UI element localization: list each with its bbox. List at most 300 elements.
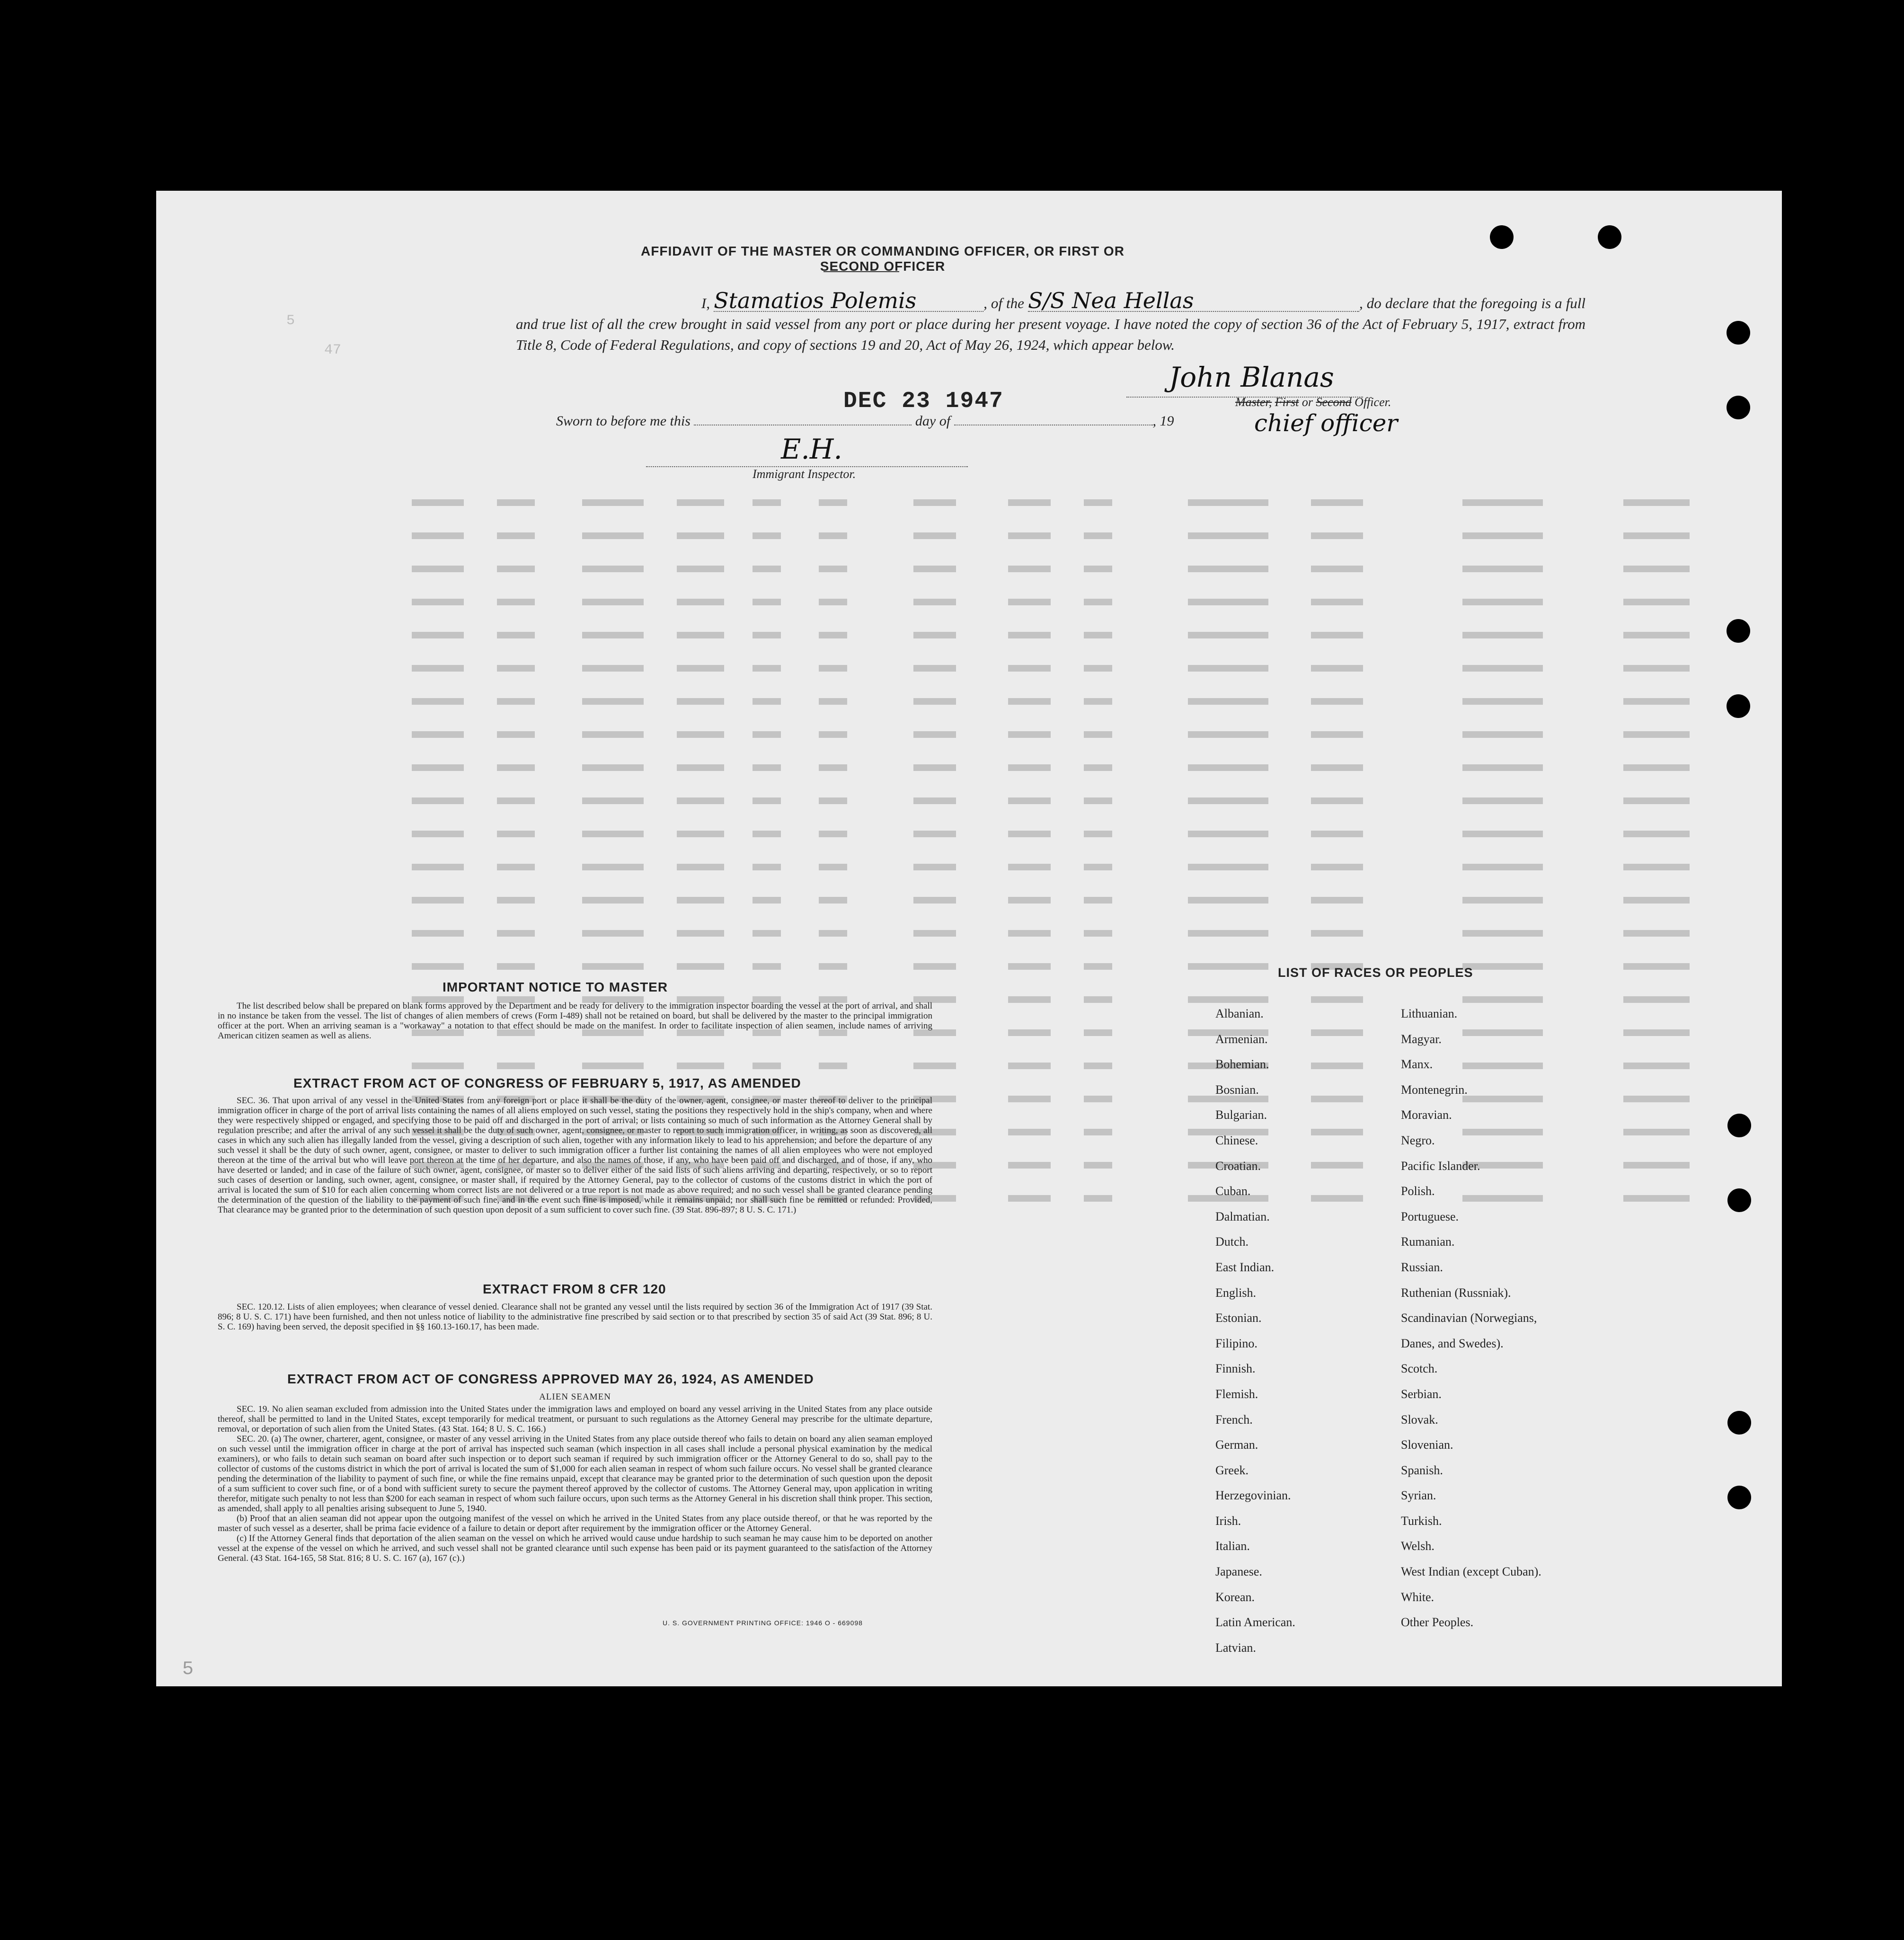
bleed-through-mark [1623, 698, 1690, 705]
bleed-through-mark [497, 665, 535, 672]
bleed-through-mark [582, 566, 644, 572]
bleed-through-mark [1084, 996, 1112, 1003]
bleed-through-mark [1623, 1096, 1690, 1102]
bleed-through-mark [1084, 1029, 1112, 1036]
bleed-through-mark [1084, 532, 1112, 539]
bleed-through-row [412, 792, 1794, 811]
bleed-through-mark [913, 532, 956, 539]
bleed-through-mark [412, 731, 464, 738]
bleed-through-mark [1623, 599, 1690, 605]
bleed-through-mark [1084, 1195, 1112, 1202]
race-item: Pacific Islander. [1401, 1159, 1480, 1173]
race-item: German. [1215, 1438, 1258, 1452]
race-item: Greek. [1215, 1463, 1249, 1477]
inspector-signature: E.H. [781, 433, 842, 465]
race-item: Korean. [1215, 1590, 1255, 1604]
bleed-through-mark [1623, 797, 1690, 804]
bleed-through-mark [1623, 566, 1690, 572]
bleed-through-mark [1311, 864, 1363, 870]
bleed-through-mark [1188, 698, 1268, 705]
bleed-through-mark [913, 963, 956, 970]
race-item: Chinese. [1215, 1133, 1258, 1147]
margin-mark: 5 [182, 1659, 194, 1680]
bleed-through-mark [1623, 996, 1690, 1003]
bleed-through-mark [1008, 797, 1051, 804]
margin-mark: 47 [324, 342, 342, 358]
race-item: Latin American. [1215, 1615, 1295, 1630]
bleed-through-mark [1188, 897, 1268, 904]
extract-1917-title: EXTRACT FROM ACT OF CONGRESS OF FEBRUARY 5, 1917, AS AMENDED [293, 1076, 801, 1090]
bleed-through-mark [1311, 665, 1363, 672]
bleed-through-mark [1462, 532, 1543, 539]
punch-hole [1598, 225, 1621, 249]
bleed-through-row [412, 527, 1794, 546]
bleed-through-mark [1462, 797, 1543, 804]
bleed-through-mark [582, 797, 644, 804]
bleed-through-mark [677, 930, 724, 937]
race-item: Bohemian. [1215, 1057, 1269, 1072]
bleed-through-mark [1084, 698, 1112, 705]
bleed-through-mark [1084, 499, 1112, 506]
bleed-through-mark [582, 764, 644, 771]
bleed-through-mark [1084, 1162, 1112, 1169]
bleed-through-mark [497, 499, 535, 506]
bleed-through-mark [1084, 864, 1112, 870]
bleed-through-mark [497, 698, 535, 705]
bleed-through-mark [1462, 632, 1543, 638]
bleed-through-row [412, 924, 1794, 943]
bleed-through-mark [753, 831, 781, 837]
bleed-through-mark [1311, 831, 1363, 837]
bleed-through-mark [753, 599, 781, 605]
sworn-line: Sworn to before me this day of , 19 [556, 413, 1174, 429]
bleed-through-mark [1008, 499, 1051, 506]
bleed-through-mark [1623, 731, 1690, 738]
extract-cfr-text: SEC. 120.12. Lists of alien employees; when clearance of vessel denied. Clearance shall not be granted any vessel until the lists required by section 36 of the Immigration Act of 1917 (39 Stat. 896; 8 U. S. C. 171) have been furnished, and then not unless notice of liability to the administrative fine prescribed by said section or to that prescribed by section 35 of said Act (39 Stat. 896; 8 U. S. C. 169) having been served, the deposit specified in §§ 160.13-160.17, has been made. [218, 1302, 932, 1332]
notice-title: IMPORTANT NOTICE TO MASTER [443, 980, 668, 994]
race-item: Manx. [1401, 1057, 1433, 1072]
extract-1917-text: SEC. 36. That upon arrival of any vessel in the United States from any foreign port or place it shall be the duty of the owner, agent, consignee, or master thereof to deliver to the principal immigration officer in charge of the port of arrival lists containing the names of all aliens employed on such vessel, stating the positions they respectively hold in the ship's company, when and where they were respectively shipped or engaged, and specifying those to be paid off and discharged in the port of arrival; or lists containing so much of such information as the Attorney General shall by regulation prescribe; and after the arrival of any such vessel it shall be the duty of such owner, agent, consignee, or master to report to such immigration officer, in writing, as soon as discovered, all cases in which any such alien has illegally landed from the vessel, giving a description of such alien, together with any information likely to lead to his apprehension; and before the departure of any such vessel it shall be the duty of such owner, agent, consignee, or master to deliver to such immigration officer a further list containing the names of all alien employees who were not employed thereon at the time of the arrival but who will leave port thereon at the time of her departure, and also the names of those, if any, who have been paid off and discharged, and of those, if any, who have deserted or landed; and in case of the failure of such owner, agent, consignee, or master so to deliver either of the said lists of such aliens arriving and departing, respectively, or so to report such cases of desertion or landing, such owner, agent, consignee, or master shall, if required by the Attorney General, pay to the collector of customs of the customs district in which the port of arrival is located the sum of $10 for each alien concerning whom correct lists are not delivered or a true report is not made as above required; and no such vessel shall be granted clearance pending the determination of the question of the liability to the payment of such fine, and in the event such fine is imposed, while it remains unpaid; nor shall such fine be remitted or refunded: Provided, That clearance may be granted prior to the determination of such question upon deposit of a sum sufficient to cover such fine. (39 Stat. 896-897; 8 U. S. C. 171.) [218, 1096, 932, 1215]
bleed-through-mark [1311, 1063, 1363, 1069]
bleed-through-mark [1623, 930, 1690, 937]
bleed-through-mark [412, 632, 464, 638]
punch-hole [1727, 1411, 1751, 1435]
race-item: Armenian. [1215, 1032, 1268, 1046]
bleed-through-mark [1311, 1162, 1363, 1169]
bleed-through-mark [1311, 797, 1363, 804]
race-item: Moravian. [1401, 1108, 1452, 1122]
bleed-through-row [412, 692, 1794, 711]
bleed-through-mark [1462, 698, 1543, 705]
bleed-through-mark [1311, 1029, 1363, 1036]
race-item: West Indian (except Cuban). [1401, 1565, 1541, 1579]
bleed-through-mark [412, 864, 464, 870]
bleed-through-mark [819, 698, 847, 705]
race-item: Danes, and Swedes). [1401, 1336, 1504, 1350]
bleed-through-mark [913, 731, 956, 738]
bleed-through-mark [497, 897, 535, 904]
officer-caption: Master, First or Second Officer. [1235, 395, 1391, 409]
date-stamp: DEC 23 1947 [843, 389, 1004, 414]
bleed-through-mark [1084, 1129, 1112, 1135]
bleed-through-mark [1188, 599, 1268, 605]
bleed-through-mark [677, 665, 724, 672]
race-item: Bulgarian. [1215, 1108, 1267, 1122]
bleed-through-mark [913, 1063, 956, 1069]
bleed-through-row [412, 957, 1794, 976]
bleed-through-mark [1462, 897, 1543, 904]
bleed-through-mark [677, 698, 724, 705]
bleed-through-mark [819, 632, 847, 638]
race-item: Rumanian. [1401, 1235, 1455, 1249]
bleed-through-mark [677, 764, 724, 771]
bleed-through-mark [1008, 599, 1051, 605]
bleed-through-mark [1188, 731, 1268, 738]
bleed-through-mark [677, 797, 724, 804]
bleed-through-mark [1311, 1195, 1363, 1202]
bleed-through-mark [819, 1063, 847, 1069]
bleed-through-mark [412, 665, 464, 672]
bleed-through-mark [1311, 897, 1363, 904]
bleed-through-row [412, 858, 1794, 877]
bleed-through-mark [1623, 963, 1690, 970]
bleed-through-mark [1623, 897, 1690, 904]
race-item: Serbian. [1401, 1387, 1442, 1401]
bleed-through-mark [1188, 797, 1268, 804]
bleed-through-mark [1462, 599, 1543, 605]
race-item: Welsh. [1401, 1539, 1435, 1553]
race-item: Scotch. [1401, 1362, 1438, 1376]
bleed-through-mark [819, 665, 847, 672]
bleed-through-mark [582, 1063, 644, 1069]
bleed-through-mark [753, 532, 781, 539]
race-item: Slovak. [1401, 1412, 1438, 1426]
bleed-through-mark [1084, 831, 1112, 837]
of-the-label: , of the [983, 295, 1024, 311]
extract-cfr-title: EXTRACT FROM 8 CFR 120 [483, 1282, 666, 1296]
bleed-through-mark [497, 632, 535, 638]
bleed-through-mark [1311, 566, 1363, 572]
bleed-through-mark [819, 831, 847, 837]
bleed-through-mark [497, 797, 535, 804]
bleed-through-mark [1008, 632, 1051, 638]
bleed-through-mark [412, 1063, 464, 1069]
bleed-through-mark [753, 897, 781, 904]
document-page [156, 191, 1782, 1686]
extract-1924-text: SEC. 19. No alien seaman excluded from admission into the United States under the immigration laws and employed on board any vessel arriving in the United States from any place outside thereof, shall be permitted to land in the United States, except temporarily for medical treatment, or pursuant to such regulations as the Attorney General may prescribe for the ultimate departure, removal, or deportation of such alien from the United States. (43 Stat. 164; 8 U. S. C. 166.) SEC. 20. (a) The owner, charterer, agent, consignee, or master of any vessel arriving in the United States from any place outside thereof who fails to detain on board any alien seaman employed on such vessel until the immigration officer in charge at the port of arrival has inspected such seaman (which inspection in all cases shall include a personal physical examination by the medical examiners), or who fails to detain such seaman on board after such inspection or to deport such seaman if required by such immigration officer or the Attorney General to do so, shall pay to the collector of customs of the customs district in which the port of arrival is located the sum of $1,000 for each alien seaman in respect of whom such failure occurs. No vessel shall be granted clearance pending the determination of the liability to payment of such fine, or while the fine remains unpaid, except that clearance may be granted prior to the determination of such question upon the deposit of a sum sufficient to cover such fine, or of a bond with sufficient surety to secure the payment thereof approved by the collector of customs. The Attorney General may, upon application in writing therefor, mitigate such penalty to not less than $200 for each seaman in respect of whom such failure occurs, upon such terms as the Attorney General in his discretion shall think proper. This section, as amended, shall apply to all penalties arising subsequent to June 5, 1940. (b) Proof that an alien seaman did not appear upon the outgoing manifest of the vessel on which he arrived in the United States from any place outside thereof, or that he was reported by the master of such vessel as a deserter, shall be prima facie evidence of a failure to detain or deport after requirement by the immigration officer or the Attorney General. (c) If the Attorney General finds that deportation of the alien seaman on the vessel on which he arrived would cause undue hardship to such seaman he may cause him to be deported on another vessel at the expense of the vessel on which he arrived, and such vessel shall not be granted clearance until such expense has been paid or its payment guaranteed to the satisfaction of the Attorney General. (43 Stat. 164-165, 58 Stat. 816; 8 U. S. C. 167 (a), 167 (c).) [218, 1404, 932, 1563]
race-item: Bosnian. [1215, 1082, 1259, 1097]
bleed-through-mark [1311, 930, 1363, 937]
bleed-through-mark [677, 499, 724, 506]
bleed-through-mark [913, 897, 956, 904]
declaration-text: that the foregoing is a full and true list of all the crew brought in said vessel from any port or place during her present voyage. I have noted the copy of section 36 of the Act of February 5, 1917, extract from Title 8, Code of Federal Regulations, and copy of sections 19 and 20, Act of May 26, 1924, which appear below. [516, 295, 1586, 353]
bleed-through-mark [1008, 1029, 1051, 1036]
bleed-through-row [412, 1057, 1794, 1076]
bleed-through-mark [412, 532, 464, 539]
bleed-through-mark [582, 665, 644, 672]
bleed-through-mark [1008, 532, 1051, 539]
title-divider [824, 271, 899, 272]
officer-signature: John Blanas [1169, 361, 1334, 393]
bleed-through-mark [1084, 665, 1112, 672]
race-item: Lithuanian. [1401, 1007, 1458, 1020]
race-item: Polish. [1401, 1184, 1435, 1198]
bleed-through-mark [1008, 764, 1051, 771]
bleed-through-mark [1623, 1063, 1690, 1069]
bleed-through-mark [582, 897, 644, 904]
bleed-through-mark [582, 632, 644, 638]
bleed-through-mark [1623, 864, 1690, 870]
bleed-through-mark [913, 698, 956, 705]
bleed-through-mark [1084, 731, 1112, 738]
bleed-through-mark [677, 864, 724, 870]
bleed-through-mark [412, 897, 464, 904]
bleed-through-mark [1008, 1162, 1051, 1169]
notice-text: The list described below shall be prepared on blank forms approved by the Department and be ready for delivery to the immigration inspector boarding the vessel at the port of arrival, and shall in no instance be taken from the vessel. The list of changes of alien members of crews (Form I-489) shall not be retained on board, but shall be delivered by the master to the principal immigration officer at the port. When an arriving seaman is a "workaway" a notation to that effect should be made on the manifest. In order to facilitate inspection of alien seamen, include names of arriving American citizen seamen as well as aliens. [218, 1001, 932, 1041]
bleed-through-mark [497, 764, 535, 771]
race-item: Turkish. [1401, 1514, 1442, 1528]
race-item: Croatian. [1215, 1159, 1261, 1173]
bleed-through-mark [1008, 930, 1051, 937]
margin-mark: 5 [286, 313, 295, 329]
bleed-through-mark [1311, 1129, 1363, 1135]
bleed-through-mark [913, 665, 956, 672]
bleed-through-mark [412, 599, 464, 605]
bleed-through-mark [1623, 532, 1690, 539]
bleed-through-mark [753, 764, 781, 771]
bleed-through-mark [1084, 1096, 1112, 1102]
bleed-through-mark [1311, 532, 1363, 539]
bleed-through-mark [497, 831, 535, 837]
bleed-through-mark [582, 731, 644, 738]
inspector-caption: Immigrant Inspector. [753, 467, 856, 481]
bleed-through-mark [1084, 764, 1112, 771]
bleed-through-mark [1084, 797, 1112, 804]
bleed-through-mark [1623, 665, 1690, 672]
bleed-through-mark [819, 566, 847, 572]
bleed-through-mark [819, 864, 847, 870]
bleed-through-mark [1188, 665, 1268, 672]
bleed-through-mark [1008, 897, 1051, 904]
bleed-through-mark [1311, 1096, 1363, 1102]
bleed-through-mark [677, 1063, 724, 1069]
race-item: Magyar. [1401, 1032, 1442, 1046]
bleed-through-mark [1008, 665, 1051, 672]
bleed-through-mark [753, 698, 781, 705]
bleed-through-mark [1084, 963, 1112, 970]
bleed-through-mark [753, 665, 781, 672]
vessel-name: S/S Nea Hellas [1028, 290, 1359, 312]
bleed-through-mark [412, 698, 464, 705]
master-name: Stamatios Polemis [714, 290, 983, 312]
race-item: Dutch. [1215, 1235, 1249, 1249]
bleed-through-mark [412, 930, 464, 937]
bleed-through-mark [1188, 632, 1268, 638]
race-item: English. [1215, 1285, 1256, 1300]
bleed-through-mark [1623, 1129, 1690, 1135]
race-item: Italian. [1215, 1539, 1250, 1553]
affidavit-title: AFFIDAVIT OF THE MASTER OR COMMANDING OFFICER, OR FIRST OR SECOND OFFICER [641, 244, 1125, 274]
bleed-through-mark [1311, 764, 1363, 771]
bleed-through-mark [497, 532, 535, 539]
bleed-through-row [412, 659, 1794, 678]
bleed-through-mark [497, 930, 535, 937]
bleed-through-mark [819, 897, 847, 904]
bleed-through-mark [1084, 1063, 1112, 1069]
bleed-through-mark [819, 499, 847, 506]
race-item: Japanese. [1215, 1565, 1262, 1579]
bleed-through-mark [819, 930, 847, 937]
bleed-through-mark [913, 797, 956, 804]
bleed-through-mark [497, 963, 535, 970]
bleed-through-mark [582, 599, 644, 605]
bleed-through-mark [1462, 963, 1543, 970]
race-item: East Indian. [1215, 1260, 1275, 1274]
bleed-through-row [412, 759, 1794, 778]
race-item: Other Peoples. [1401, 1615, 1474, 1630]
bleed-through-mark [913, 764, 956, 771]
bleed-through-mark [1084, 599, 1112, 605]
bleed-through-mark [1188, 532, 1268, 539]
bleed-through-mark [1462, 665, 1543, 672]
bleed-through-mark [753, 731, 781, 738]
bleed-through-mark [1008, 963, 1051, 970]
bleed-through-row [412, 891, 1794, 910]
race-item: Dalmatian. [1215, 1209, 1270, 1223]
bleed-through-mark [1188, 864, 1268, 870]
bleed-through-mark [1188, 930, 1268, 937]
race-item: White. [1401, 1590, 1435, 1604]
bleed-through-mark [1008, 566, 1051, 572]
bleed-through-mark [1311, 632, 1363, 638]
bleed-through-mark [1188, 831, 1268, 837]
bleed-through-mark [1084, 632, 1112, 638]
bleed-through-mark [753, 963, 781, 970]
race-item: French. [1215, 1412, 1253, 1426]
race-item: Spanish. [1401, 1463, 1443, 1477]
race-item: Negro. [1401, 1133, 1435, 1147]
bleed-through-mark [1008, 1129, 1051, 1135]
race-item: Finnish. [1215, 1362, 1256, 1376]
bleed-through-mark [677, 831, 724, 837]
bleed-through-mark [1084, 930, 1112, 937]
bleed-through-mark [1623, 764, 1690, 771]
bleed-through-mark [1623, 1195, 1690, 1202]
bleed-through-mark [1311, 499, 1363, 506]
bleed-through-mark [1188, 764, 1268, 771]
bleed-through-mark [677, 963, 724, 970]
bleed-through-row [412, 560, 1794, 579]
race-item: Portuguese. [1401, 1209, 1459, 1223]
bleed-through-row [412, 825, 1794, 844]
race-item: Estonian. [1215, 1311, 1262, 1325]
do-declare-label: , do declare [1359, 295, 1429, 311]
bleed-through-mark [1623, 831, 1690, 837]
bleed-through-mark [412, 797, 464, 804]
bleed-through-mark [1008, 996, 1051, 1003]
bleed-through-mark [753, 566, 781, 572]
bleed-through-mark [582, 698, 644, 705]
alien-seamen-subtitle: ALIEN SEAMEN [539, 1392, 611, 1402]
bleed-through-mark [1188, 499, 1268, 506]
bleed-through-mark [497, 864, 535, 870]
bleed-through-mark [819, 599, 847, 605]
punch-hole [1490, 225, 1514, 249]
bleed-through-mark [412, 764, 464, 771]
races-title: LIST OF RACES OR PEOPLES [1278, 966, 1473, 980]
bleed-through-mark [582, 532, 644, 539]
bleed-through-mark [753, 499, 781, 506]
bleed-through-mark [1008, 1195, 1051, 1202]
bleed-through-mark [1084, 897, 1112, 904]
bleed-through-mark [582, 864, 644, 870]
race-item: Cuban. [1215, 1184, 1251, 1198]
bleed-through-mark [582, 499, 644, 506]
races-list-right [1401, 1001, 1541, 1635]
bleed-through-mark [1008, 1096, 1051, 1102]
bleed-through-mark [1462, 731, 1543, 738]
bleed-through-mark [412, 963, 464, 970]
bleed-through-mark [1311, 996, 1363, 1003]
bleed-through-mark [913, 632, 956, 638]
bleed-through-mark [819, 731, 847, 738]
bleed-through-mark [1462, 499, 1543, 506]
punch-hole [1727, 396, 1750, 419]
bleed-through-mark [582, 831, 644, 837]
race-item: Slovenian. [1401, 1438, 1453, 1452]
bleed-through-mark [582, 930, 644, 937]
declaration-paragraph [516, 290, 1585, 355]
bleed-through-mark [677, 566, 724, 572]
bleed-through-mark [753, 864, 781, 870]
bleed-through-mark [1311, 599, 1363, 605]
officer-role-handwritten: chief officer [1254, 409, 1398, 437]
bleed-through-mark [497, 1063, 535, 1069]
bleed-through-mark [1188, 566, 1268, 572]
bleed-through-mark [1623, 632, 1690, 638]
bleed-through-row [412, 494, 1794, 513]
bleed-through-mark [1462, 864, 1543, 870]
bleed-through-mark [913, 566, 956, 572]
bleed-through-mark [1008, 864, 1051, 870]
race-item: Filipino. [1215, 1336, 1258, 1350]
race-item: Ruthenian (Russniak). [1401, 1285, 1511, 1300]
bleed-through-mark [753, 797, 781, 804]
punch-hole [1727, 1486, 1751, 1509]
bleed-through-mark [677, 532, 724, 539]
bleed-through-mark [677, 599, 724, 605]
race-item: Albanian. [1215, 1007, 1264, 1020]
bleed-through-mark [1008, 1063, 1051, 1069]
bleed-through-mark [913, 599, 956, 605]
bleed-through-row [412, 626, 1794, 645]
bleed-through-mark [412, 566, 464, 572]
bleed-through-mark [1462, 930, 1543, 937]
bleed-through-mark [1462, 764, 1543, 771]
bleed-through-mark [753, 1063, 781, 1069]
bleed-through-mark [1462, 831, 1543, 837]
bleed-through-mark [1008, 731, 1051, 738]
race-item: Latvian. [1215, 1640, 1256, 1655]
bleed-through-mark [1462, 566, 1543, 572]
bleed-through-mark [1084, 566, 1112, 572]
extract-1924-title: EXTRACT FROM ACT OF CONGRESS APPROVED MAY 26, 1924, AS AMENDED [287, 1372, 814, 1386]
bleed-through-mark [819, 532, 847, 539]
bleed-through-mark [497, 599, 535, 605]
bleed-through-mark [1008, 831, 1051, 837]
race-item: Russian. [1401, 1260, 1443, 1274]
bleed-through-mark [412, 831, 464, 837]
